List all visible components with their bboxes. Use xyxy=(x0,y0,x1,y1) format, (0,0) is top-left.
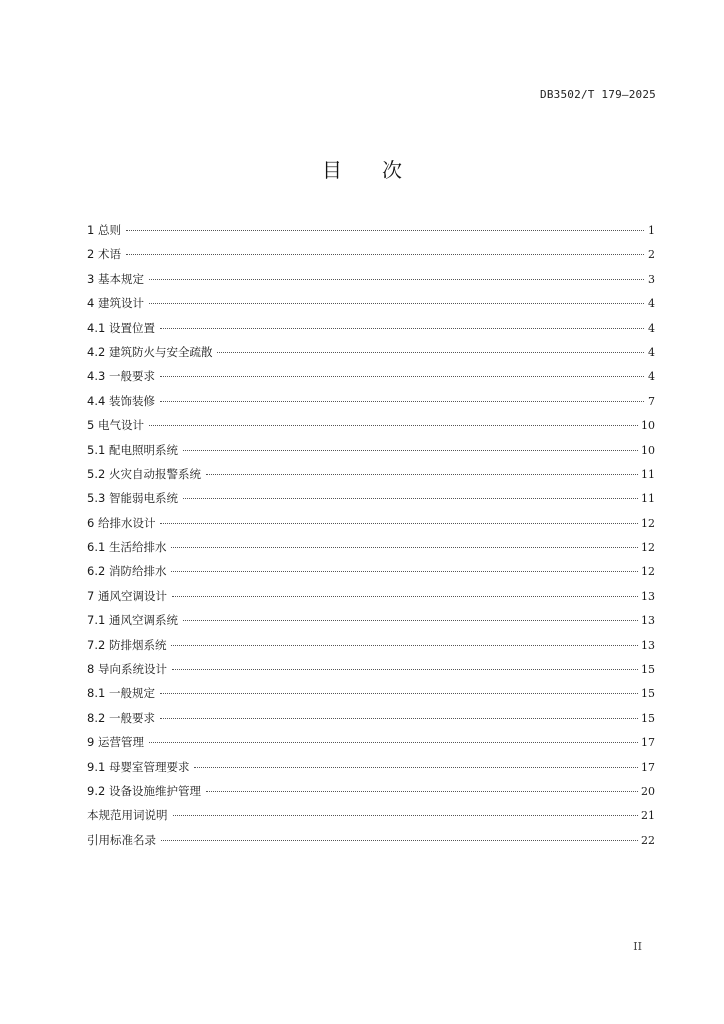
toc-dot-leader xyxy=(160,523,638,524)
toc-entry-label: 7.1 通风空调系统 xyxy=(87,613,178,628)
toc-entry-page-number: 22 xyxy=(641,833,655,847)
toc-entry-page-number: 17 xyxy=(641,736,655,750)
toc-entry[interactable] xyxy=(87,462,655,486)
toc-entry[interactable] xyxy=(87,755,655,779)
toc-entry-page-number: 7 xyxy=(648,394,655,408)
toc-dot-leader xyxy=(171,571,638,572)
toc-entry[interactable] xyxy=(87,730,655,754)
toc-entry[interactable] xyxy=(87,828,655,852)
toc-entry[interactable] xyxy=(87,779,655,803)
toc-dot-leader xyxy=(183,450,638,451)
toc-entry-label: 引用标准名录 xyxy=(87,832,156,847)
toc-entry[interactable] xyxy=(87,316,655,340)
toc-dot-leader xyxy=(171,645,638,646)
toc-dot-leader xyxy=(160,328,644,329)
toc-entry-page-number: 13 xyxy=(641,589,655,603)
toc-dot-leader xyxy=(172,596,638,597)
toc-entry-page-number: 1 xyxy=(648,224,655,237)
toc-entry-page-number: 20 xyxy=(641,784,655,798)
toc-entry-page-number: 10 xyxy=(641,419,655,433)
toc-dot-leader xyxy=(160,718,638,719)
toc-dot-leader xyxy=(183,498,638,499)
toc-entry-page-number: 10 xyxy=(641,443,655,457)
toc-entry-label: 6.2 消防给排水 xyxy=(87,564,167,579)
toc-heading-char-1: 目 xyxy=(322,158,342,182)
toc-dot-leader xyxy=(173,815,639,816)
toc-entry-label: 5.1 配电照明系统 xyxy=(87,442,178,457)
toc-entry[interactable] xyxy=(87,803,655,827)
toc-entry-page-number: 17 xyxy=(641,760,655,774)
toc-dot-leader xyxy=(172,669,638,670)
toc-dot-leader xyxy=(194,767,638,768)
toc-entry-label: 9.2 设备设施维护管理 xyxy=(87,783,201,798)
toc-entry-page-number: 21 xyxy=(641,809,655,823)
toc-entry-label: 1 总则 xyxy=(87,223,121,237)
toc-entry-page-number: 13 xyxy=(641,614,655,628)
toc-entry-label: 5.3 智能弱电系统 xyxy=(87,491,178,506)
toc-dot-leader xyxy=(160,401,644,402)
toc-dot-leader xyxy=(183,620,638,621)
toc-entry[interactable] xyxy=(87,267,655,291)
toc-entry-page-number: 4 xyxy=(648,345,655,359)
toc-entry-page-number: 13 xyxy=(641,638,655,652)
toc-dot-leader xyxy=(126,230,644,231)
toc-dot-leader xyxy=(206,791,638,792)
toc-entry-label: 6 给排水设计 xyxy=(87,515,156,530)
toc-entry-page-number: 15 xyxy=(641,711,655,725)
toc-entry-label: 本规范用词说明 xyxy=(87,808,168,823)
toc-entry-label: 6.1 生活给排水 xyxy=(87,540,167,555)
toc-entry-label: 4 建筑设计 xyxy=(87,296,144,311)
toc-dot-leader xyxy=(206,474,638,475)
toc-entry-label: 9.1 母婴室管理要求 xyxy=(87,759,190,774)
toc-entry-page-number: 2 xyxy=(648,248,655,262)
toc-entry-label: 8 导向系统设计 xyxy=(87,662,167,677)
toc-entry-label: 4.2 建筑防火与安全疏散 xyxy=(87,344,213,359)
toc-entry-label: 8.2 一般要求 xyxy=(87,710,155,725)
toc-entry[interactable] xyxy=(87,364,655,388)
toc-entry-label: 2 术语 xyxy=(87,247,121,262)
toc-entry-label: 4.4 装饰装修 xyxy=(87,393,155,408)
toc-entry-page-number: 4 xyxy=(648,321,655,335)
toc-entry[interactable] xyxy=(87,608,655,632)
toc-entry-page-number: 12 xyxy=(641,565,655,579)
toc-dot-leader xyxy=(217,352,644,353)
toc-entry[interactable] xyxy=(87,681,655,705)
toc-entry[interactable] xyxy=(87,218,655,242)
toc-entry-label: 8.1 一般规定 xyxy=(87,686,155,701)
toc-entry-label: 7.2 防排烟系统 xyxy=(87,637,167,652)
document-code: DB3502/T 179—2025 xyxy=(540,88,656,101)
toc-entry-label: 5.2 火灾自动报警系统 xyxy=(87,466,201,481)
toc-dot-leader xyxy=(126,254,644,255)
toc-dot-leader xyxy=(171,547,638,548)
toc-dot-leader xyxy=(149,303,644,304)
toc-entry-label: 4.3 一般要求 xyxy=(87,369,155,384)
toc-entry-page-number: 3 xyxy=(648,272,655,286)
toc-entry[interactable] xyxy=(87,340,655,364)
toc-entry-page-number: 11 xyxy=(641,467,655,481)
toc-entry-page-number: 12 xyxy=(641,541,655,555)
toc-entry[interactable] xyxy=(87,633,655,657)
toc-dot-leader xyxy=(149,279,644,280)
toc-entry[interactable] xyxy=(87,535,655,559)
table-of-contents xyxy=(87,218,655,852)
toc-dot-leader xyxy=(149,425,638,426)
toc-dot-leader xyxy=(149,742,638,743)
toc-entry-label: 5 电气设计 xyxy=(87,418,144,433)
toc-entry[interactable] xyxy=(87,511,655,535)
toc-entry-label: 4.1 设置位置 xyxy=(87,320,155,335)
toc-entry[interactable] xyxy=(87,657,655,681)
toc-dot-leader xyxy=(160,693,638,694)
toc-entry[interactable] xyxy=(87,242,655,266)
toc-dot-leader xyxy=(160,376,644,377)
toc-entry[interactable] xyxy=(87,413,655,437)
page-number: II xyxy=(633,940,642,953)
toc-heading xyxy=(0,154,724,183)
toc-entry[interactable] xyxy=(87,584,655,608)
toc-entry-page-number: 4 xyxy=(648,370,655,384)
toc-entry-page-number: 4 xyxy=(648,297,655,311)
toc-entry-label: 9 运营管理 xyxy=(87,735,144,750)
toc-entry-page-number: 15 xyxy=(641,687,655,701)
toc-entry[interactable] xyxy=(87,438,655,462)
toc-entry-label: 3 基本规定 xyxy=(87,271,144,286)
toc-entry[interactable] xyxy=(87,291,655,315)
toc-entry[interactable] xyxy=(87,559,655,583)
toc-entry-page-number: 12 xyxy=(641,516,655,530)
toc-entry[interactable] xyxy=(87,706,655,730)
toc-entry-page-number: 15 xyxy=(641,663,655,677)
toc-entry-label: 7 通风空调设计 xyxy=(87,588,167,603)
toc-entry-page-number: 11 xyxy=(641,492,655,506)
toc-dot-leader xyxy=(161,840,638,841)
toc-entry[interactable] xyxy=(87,486,655,510)
toc-heading-char-2: 次 xyxy=(382,158,402,182)
toc-entry[interactable] xyxy=(87,389,655,413)
